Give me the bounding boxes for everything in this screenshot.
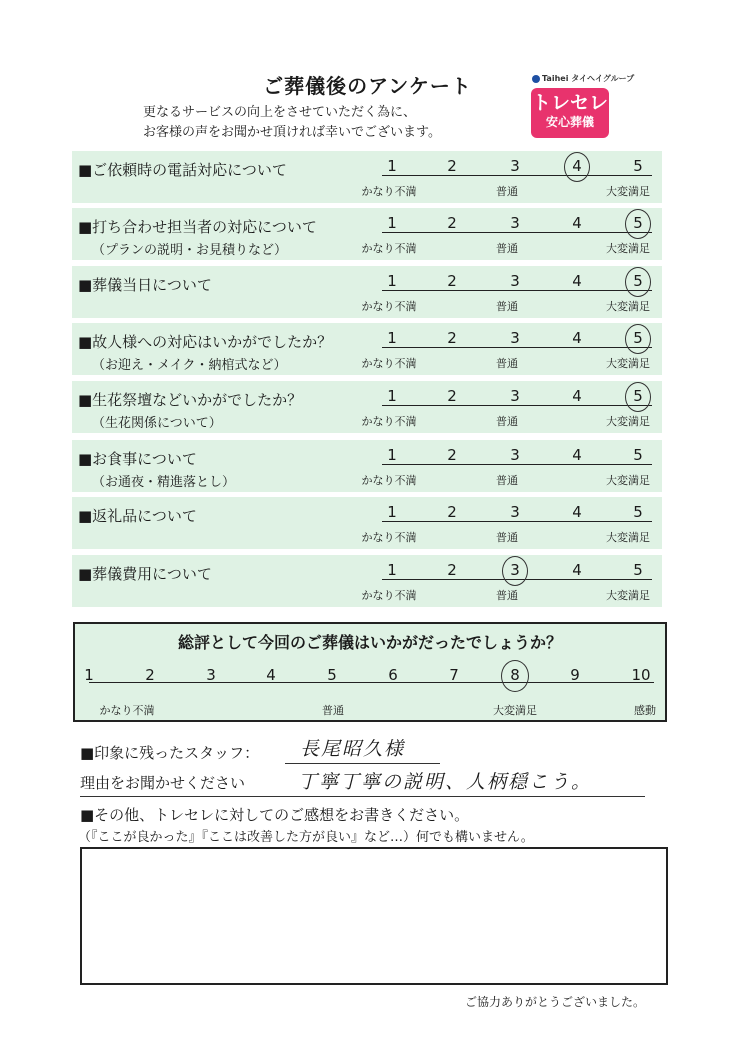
question-label: ■お食事について — [78, 450, 197, 468]
question-row — [72, 497, 662, 549]
overall-rating-option[interactable]: 8 — [503, 666, 527, 684]
rating-option[interactable]: 4 — [572, 272, 582, 290]
intro-line-1: 更なるサービスの向上をさせていただく為に、 — [143, 105, 417, 120]
rating-option[interactable]: 1 — [387, 561, 397, 579]
scale-mid-label: 普通 — [496, 415, 518, 428]
question-sublabel: （プランの説明・お見積りなど） — [92, 243, 288, 258]
logo-group-text — [532, 73, 634, 84]
overall-mid-label: 普通 — [322, 704, 344, 717]
reason-label: 理由をお聞かせください — [80, 774, 246, 792]
rating-option[interactable]: 1 — [387, 503, 397, 521]
scale-high-label: 大変満足 — [606, 185, 650, 198]
rating-option[interactable]: 1 — [387, 446, 397, 464]
rating-option[interactable]: 2 — [447, 503, 457, 521]
scale-high-label: 大変満足 — [606, 589, 650, 602]
scale-mid-label: 普通 — [496, 357, 518, 370]
intro-line-2: お客様の声をお聞かせ頂ければ幸いでございます。 — [143, 125, 441, 140]
question-row — [72, 323, 662, 375]
rating-option[interactable]: 4 — [572, 387, 582, 405]
question-label: ■打ち合わせ担当者の対応について — [78, 218, 317, 236]
rating-option[interactable]: 3 — [510, 503, 520, 521]
rating-option[interactable]: 5 — [633, 503, 643, 521]
rating-scale-line — [382, 175, 652, 176]
logo-group-label: Taihei タイヘイグループ — [542, 74, 635, 83]
rating-option[interactable]: 1 — [387, 272, 397, 290]
rating-option[interactable]: 1 — [387, 157, 397, 175]
rating-option[interactable]: 2 — [447, 446, 457, 464]
rating-option[interactable]: 3 — [510, 329, 520, 347]
staff-label: ■印象に残ったスタッフ： — [80, 744, 260, 762]
overall-rating-option[interactable]: 3 — [206, 666, 216, 684]
staff-handwritten-value[interactable]: 長尾昭久様 — [300, 738, 406, 760]
scale-mid-label: 普通 — [496, 531, 518, 544]
overall-rating-box — [73, 622, 667, 722]
scale-high-label: 大変満足 — [606, 357, 650, 370]
rating-option[interactable]: 1 — [387, 214, 397, 232]
scale-low-label: かなり不満 — [361, 589, 417, 602]
rating-option[interactable]: 2 — [447, 561, 457, 579]
question-label: ■生花祭壇などいかがでしたか？ — [78, 391, 303, 409]
scale-mid-label: 普通 — [496, 474, 518, 487]
rating-option[interactable]: 5 — [628, 329, 648, 347]
rating-scale-line — [382, 405, 652, 406]
scale-low-label: かなり不満 — [361, 531, 417, 544]
rating-scale-line — [382, 232, 652, 233]
scale-high-label: 大変満足 — [606, 242, 650, 255]
intro-text — [143, 103, 441, 143]
rating-scale-line — [382, 521, 652, 522]
rating-option[interactable]: 3 — [510, 214, 520, 232]
question-row — [72, 555, 662, 607]
overall-high-label: 大変満足 — [493, 704, 537, 717]
rating-option[interactable]: 2 — [447, 214, 457, 232]
rating-option[interactable]: 2 — [447, 387, 457, 405]
overall-rating-option[interactable]: 6 — [388, 666, 398, 684]
rating-scale-line — [382, 464, 652, 465]
scale-low-label: かなり不満 — [361, 185, 417, 198]
question-row — [72, 266, 662, 318]
rating-scale-line — [382, 347, 652, 348]
rating-option[interactable]: 2 — [447, 157, 457, 175]
footer-thanks: ご協力ありがとうございました。 — [465, 995, 646, 1009]
rating-option[interactable]: 4 — [572, 503, 582, 521]
scale-low-label: かなり不満 — [361, 357, 417, 370]
question-sublabel: （お通夜・精進落とし） — [92, 475, 236, 490]
rating-option[interactable]: 1 — [387, 387, 397, 405]
overall-rating-option[interactable]: 9 — [570, 666, 580, 684]
scale-low-label: かなり不満 — [361, 474, 417, 487]
overall-top-label: 感動 — [634, 704, 656, 717]
question-row — [72, 440, 662, 492]
reason-handwritten-value[interactable]: 丁寧丁寧の説明、人柄穏こう。 — [298, 771, 593, 793]
overall-question: 総評として今回のご葬儀はいかがだったでしょうか？ — [177, 633, 562, 652]
page-title: ご葬儀後のアンケート — [263, 74, 472, 98]
staff-underline — [285, 763, 440, 764]
scale-mid-label: 普通 — [496, 300, 518, 313]
rating-option[interactable]: 5 — [628, 387, 648, 405]
scale-mid-label: 普通 — [496, 242, 518, 255]
rating-option[interactable]: 5 — [633, 561, 643, 579]
question-label: ■葬儀費用について — [78, 565, 212, 583]
rating-option[interactable]: 3 — [510, 272, 520, 290]
rating-option[interactable]: 3 — [510, 157, 520, 175]
scale-low-label: かなり不満 — [361, 300, 417, 313]
question-row — [72, 151, 662, 203]
overall-rating-option[interactable]: 7 — [449, 666, 459, 684]
rating-option[interactable]: 5 — [633, 446, 643, 464]
rating-option[interactable]: 3 — [505, 561, 525, 579]
question-sublabel: （お迎え・メイク・納棺式など） — [92, 358, 287, 373]
rating-option[interactable]: 5 — [628, 214, 648, 232]
rating-option[interactable]: 5 — [633, 157, 643, 175]
rating-option[interactable]: 2 — [447, 329, 457, 347]
scale-high-label: 大変満足 — [606, 300, 650, 313]
rating-option[interactable]: 5 — [628, 272, 648, 290]
scale-high-label: 大変満足 — [606, 531, 650, 544]
rating-scale-line — [382, 290, 652, 291]
rating-option[interactable]: 3 — [510, 387, 520, 405]
comment-box[interactable] — [80, 847, 668, 985]
scale-low-label: かなり不満 — [361, 242, 417, 255]
rating-option[interactable]: 2 — [447, 272, 457, 290]
question-label: ■返礼品について — [78, 507, 197, 525]
overall-rating-option[interactable]: 10 — [631, 666, 651, 684]
question-row — [72, 208, 662, 260]
overall-low-label: かなり不満 — [99, 704, 155, 717]
question-label: ■葬儀当日について — [78, 276, 212, 294]
overall-rating-option[interactable]: 1 — [84, 666, 94, 684]
reason-underline — [80, 796, 645, 797]
scale-high-label: 大変満足 — [606, 474, 650, 487]
scale-low-label: かなり不満 — [361, 415, 417, 428]
rating-option[interactable]: 4 — [572, 329, 582, 347]
rating-option[interactable]: 4 — [567, 157, 587, 175]
scale-high-label: 大変満足 — [606, 415, 650, 428]
rating-option[interactable]: 4 — [572, 214, 582, 232]
taihei-logo-icon — [532, 75, 540, 83]
scale-mid-label: 普通 — [496, 589, 518, 602]
question-sublabel: （生花関係について） — [92, 416, 222, 431]
brand-tagline: 安心葬儀 — [545, 115, 594, 129]
overall-rating-option[interactable]: 4 — [266, 666, 276, 684]
scale-mid-label: 普通 — [496, 185, 518, 198]
question-label: ■ご依頼時の電話対応について — [78, 161, 287, 179]
overall-rating-option[interactable]: 5 — [327, 666, 337, 684]
other-comments-hint: （『ここが良かった』『ここは改善した方が良い』など…）何でも構いません。 — [78, 830, 534, 845]
overall-rating-option[interactable]: 2 — [145, 666, 155, 684]
brand-name: トレセレ — [531, 92, 608, 114]
question-row — [72, 381, 662, 433]
other-comments-label: ■その他、トレセレに対してのご感想をお書きください。 — [80, 806, 470, 824]
rating-option[interactable]: 3 — [510, 446, 520, 464]
rating-option[interactable]: 4 — [572, 446, 582, 464]
brand-logo — [531, 88, 609, 138]
rating-option[interactable]: 1 — [387, 329, 397, 347]
rating-option[interactable]: 4 — [572, 561, 582, 579]
question-label: ■故人様への対応はいかがでしたか？ — [78, 333, 333, 351]
